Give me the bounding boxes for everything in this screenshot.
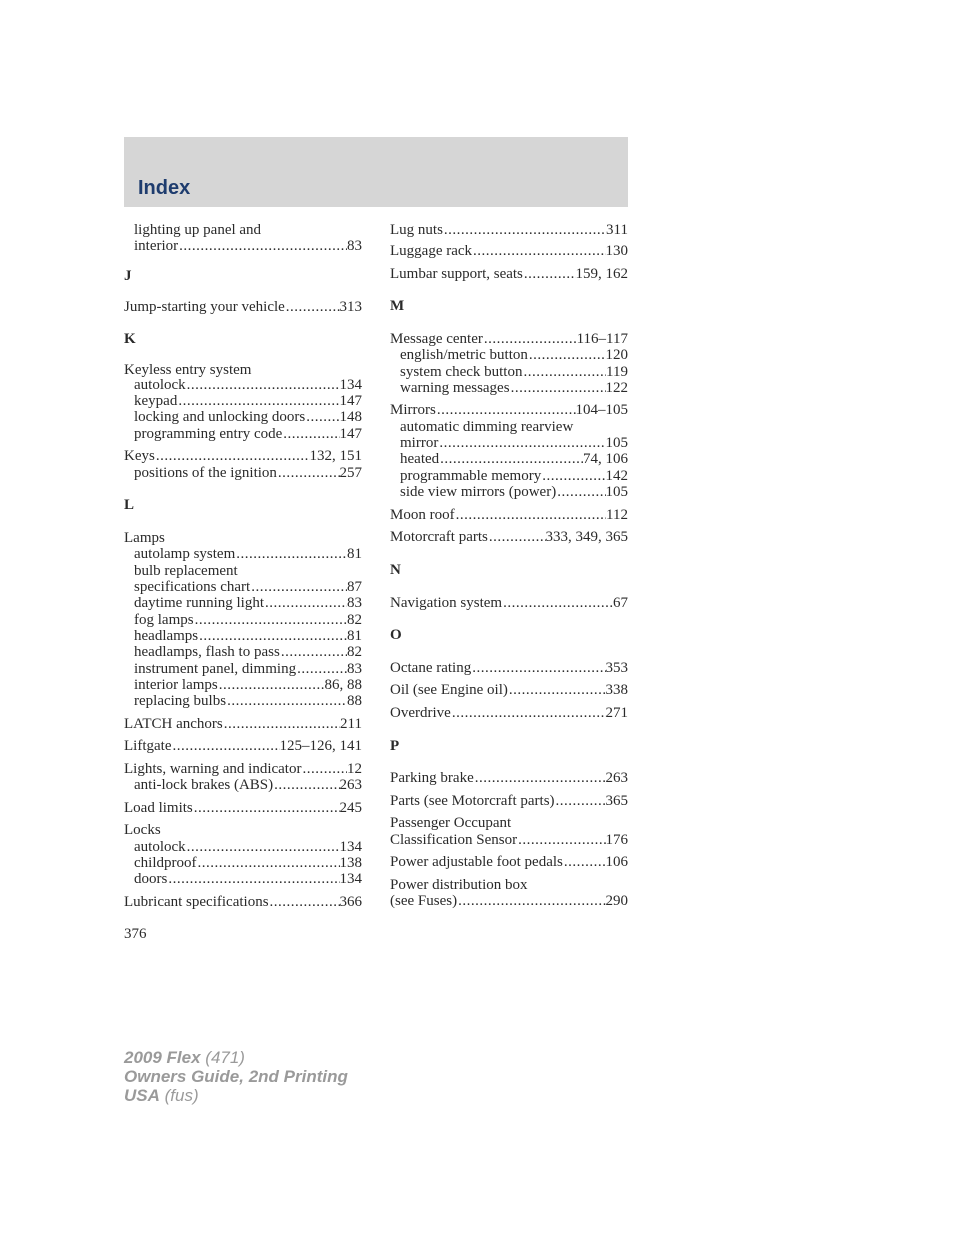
index-entry: Message center ..... 116–117 [390,331,628,348]
index-entry: Classification Sensor ..... 176 [390,832,628,849]
index-entry: programming entry code ..... 147 [134,426,362,443]
index-entry: (see Fuses) ..... 290 [390,893,628,910]
index-entry: Keyless entry system [124,362,252,378]
index-entry: Moon roof ..... 112 [390,507,628,524]
index-entry: Luggage rack ..... 130 [390,243,628,260]
index-entry: Power distribution box [390,877,528,893]
page-number: 376 [124,926,147,942]
index-entry: Overdrive ..... 271 [390,705,628,722]
index-entry: anti-lock brakes (ABS) ..... 263 [134,777,362,794]
index-entry: interior lamps ..... 86, 88 [134,677,362,694]
index-entry: Power adjustable foot pedals ..... 106 [390,854,628,871]
index-entry: mirror ..... 105 [400,435,628,452]
index-entry: system check button ..... 119 [400,364,628,381]
index-entry: headlamps ..... 81 [134,628,362,645]
section-letter-p: P [390,738,400,754]
index-entry: LATCH anchors ..... 211 [124,716,362,733]
footer-line-1: 2009 Flex (471) [124,1048,245,1067]
index-entry: doors ..... 134 [134,871,362,888]
section-letter-n: N [390,562,401,578]
index-entry: Oil (see Engine oil) ..... 338 [390,682,628,699]
index-entry: Load limits ..... 245 [124,800,362,817]
index-entry: Lumbar support, seats ..... 159, 162 [390,266,628,283]
index-entry: warning messages ..... 122 [400,380,628,397]
index-entry: locking and unlocking doors ..... 148 [134,409,362,426]
index-entry: keypad ..... 147 [134,393,362,410]
index-entry: Navigation system ..... 67 [390,595,628,612]
index-entry: Jump-starting your vehicle ..... 313 [124,299,362,316]
index-entry: autolock ..... 134 [134,377,362,394]
index-entry: Motorcraft parts ..... 333, 349, 365 [390,529,628,546]
index-entry: Liftgate ..... 125–126, 141 [124,738,362,755]
section-letter-j: J [124,268,132,284]
header-band [124,137,628,207]
footer-line-2: Owners Guide, 2nd Printing [124,1067,348,1086]
index-entry: Mirrors ..... 104–105 [390,402,628,419]
index-entry: instrument panel, dimming ..... 83 [134,661,362,678]
index-entry: Parking brake ..... 263 [390,770,628,787]
section-letter-k: K [124,331,136,347]
index-entry: Keys ..... 132, 151 [124,448,362,465]
index-entry: replacing bulbs ..... 88 [134,693,362,710]
index-entry: autolamp system ..... 81 [134,546,362,563]
index-entry: specifications chart ..... 87 [134,579,362,596]
index-entry: Lamps [124,530,165,546]
index-entry: Locks [124,822,161,838]
index-entry: childproof ..... 138 [134,855,362,872]
index-entry: headlamps, flash to pass ..... 82 [134,644,362,661]
index-entry: Passenger Occupant [390,815,512,831]
section-letter-m: M [390,298,405,314]
page-title: Index [138,177,191,199]
index-entry: Lubricant specifications ..... 366 [124,894,362,911]
section-letter-o: O [390,627,402,643]
index-entry: Parts (see Motorcraft parts) ..... 365 [390,793,628,810]
index-entry: lighting up panel and [134,222,262,238]
index-entry: positions of the ignition ..... 257 [134,465,362,482]
index-entry: bulb replacement [134,563,238,579]
index-entry: interior ..... 83 [134,238,362,255]
footer-line-3: USA (fus) [124,1086,199,1105]
index-entry: fog lamps ..... 82 [134,612,362,629]
index-entry: programmable memory ..... 142 [400,468,628,485]
index-entry: english/metric button ..... 120 [400,347,628,364]
index-entry: daytime running light ..... 83 [134,595,362,612]
index-entry: Lights, warning and indicator ..... 12 [124,761,362,778]
index-entry: autolock ..... 134 [134,839,362,856]
index-entry: Lug nuts ..... 311 [390,222,628,239]
index-entry: automatic dimming rearview [400,419,574,435]
index-entry: Octane rating ..... 353 [390,660,628,677]
index-entry: side view mirrors (power) ..... 105 [400,484,628,501]
footer-publication-info [124,1048,348,1105]
index-entry: heated ..... 74, 106 [400,451,628,468]
section-letter-l: L [124,497,135,513]
